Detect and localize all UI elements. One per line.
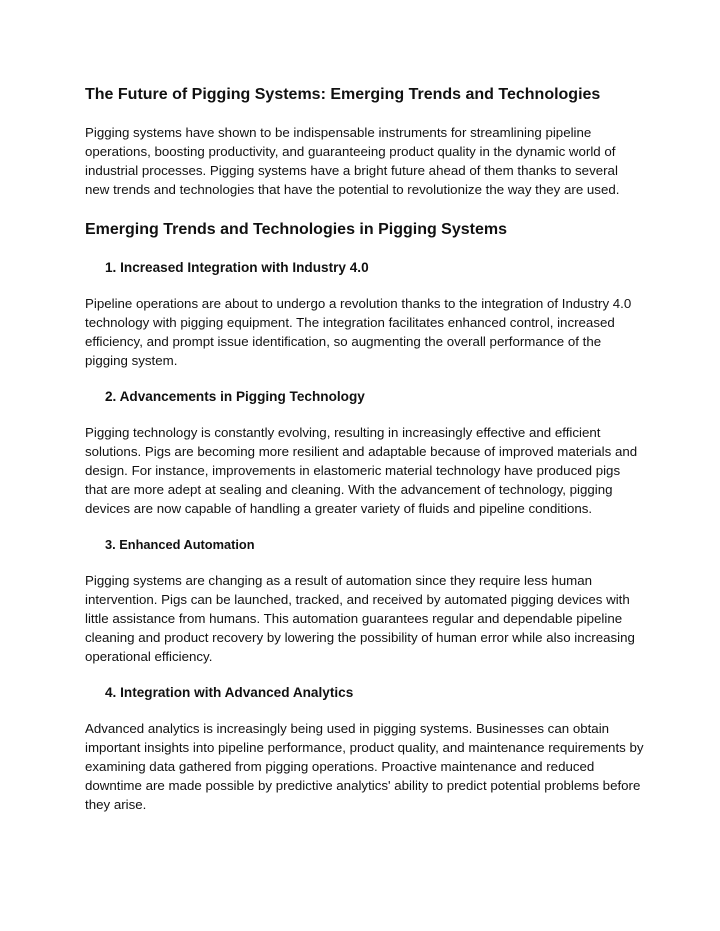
item-body-3: Pigging systems are changing as a result of automation since they require less human intervention. Pigs can be launched, tracked, and received by automated pigging devices with little assistance from humans. This automation guarantees regular and dependable pipeline cleaning and product recovery by lowering the possibility of human error while also increasing operational efficiency. xyxy=(85,573,635,664)
item-body-4: Advanced analytics is increasingly being used in pigging systems. Businesses can obtain important insights into pipeline performance, product quality, and maintenance requirements by examining data gathered from pigging operations. Proactive maintenance and reduced downtime are made possible by predictive analytics' ability to predict potential problems before they arise. xyxy=(85,721,644,812)
section-heading: Emerging Trends and Technologies in Pigging Systems xyxy=(85,221,507,238)
spacer xyxy=(85,241,645,258)
spacer xyxy=(85,518,645,535)
spacer xyxy=(85,666,645,683)
item-heading-4: 4. Integration with Advanced Analytics xyxy=(105,685,354,700)
spacer xyxy=(85,370,645,387)
spacer xyxy=(85,277,645,294)
item-heading-1: 1. Increased Integration with Industry 4.0 xyxy=(105,260,369,275)
spacer xyxy=(85,406,645,423)
spacer xyxy=(85,702,645,719)
item-body-2: Pigging technology is constantly evolving, resulting in increasingly effective and efficient solutions. Pigs are becoming more resilient and adaptable because of improved materials and design. For instance, improvements in elastomeric material technology have produced pigs that are more adept at sealing and cleaning. With the advancement of technology, pigging devices are now capable of handling a greater variety of fluids and pipeline conditions. xyxy=(85,425,638,516)
item-heading-3: 3. Enhanced Automation xyxy=(105,537,255,552)
document-content xyxy=(85,84,645,814)
intro-paragraph: Pigging systems have shown to be indispensable instruments for streamlining pipeline operations, boosting productivity, and guaranteeing product quality in the dynamic world of industrial processes. Pigging systems have a bright future ahead of them thanks to several new trends and technologies that have the potential to revolutionize the way they are used. xyxy=(85,125,620,197)
spacer xyxy=(85,106,645,123)
item-body-1: Pipeline operations are about to undergo a revolution thanks to the integration of Industry 4.0 technology with pigging equipment. The integration facilitates enhanced control, increased efficiency, and prompt issue identification, so augmenting the overall performance of the pigging system. xyxy=(85,296,632,368)
item-heading-2: 2. Advancements in Pigging Technology xyxy=(105,389,365,404)
document-title: The Future of Pigging Systems: Emerging Trends and Technologies xyxy=(85,86,601,103)
spacer xyxy=(85,554,645,571)
spacer xyxy=(85,199,645,219)
